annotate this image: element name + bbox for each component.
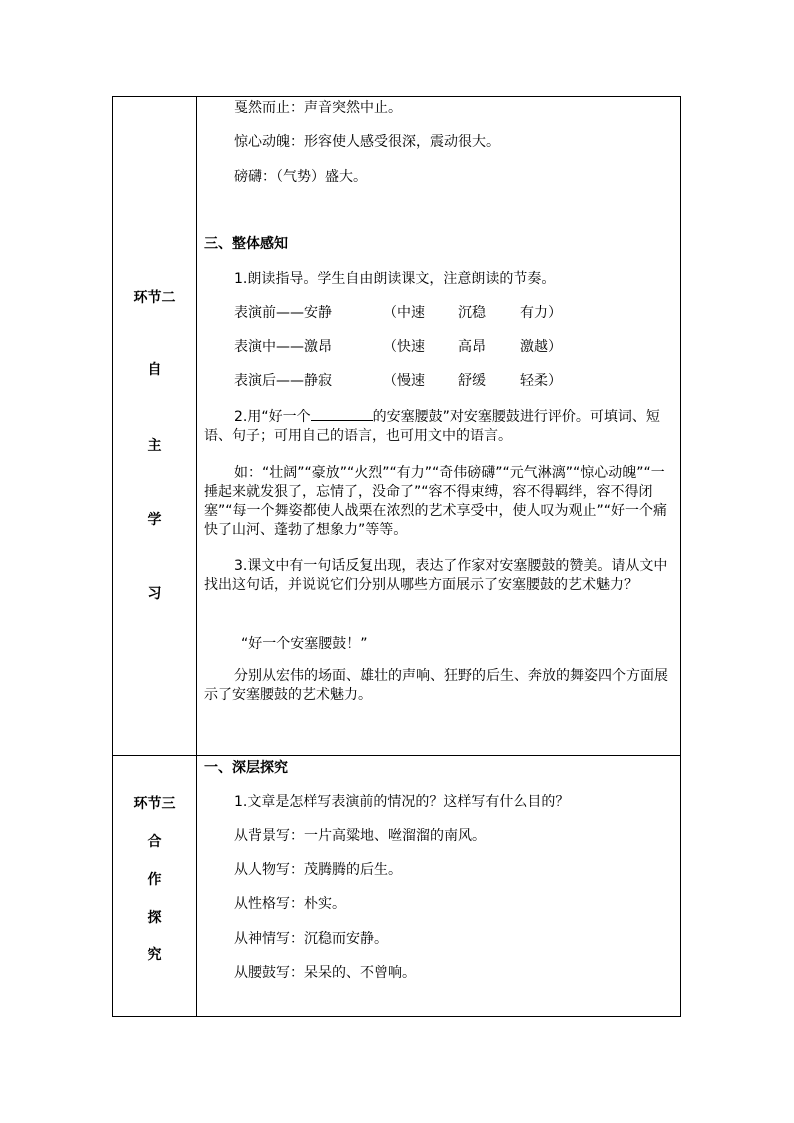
answer-item: 从腰鼓写：呆呆的、不曾响。	[234, 965, 416, 981]
column-divider	[196, 97, 197, 1016]
section2-label-char: 习	[147, 586, 162, 602]
section-heading: 三、整体感知	[204, 236, 288, 252]
question-3-quote: “好一个安塞腰鼓！”	[241, 636, 368, 652]
section2-label-char: 主	[147, 438, 162, 454]
rhythm-stage: 表演后——静寂	[234, 373, 332, 389]
question-1: 1.朗读指导。学生自由朗读课文，注意朗读的节奏。	[234, 271, 556, 287]
row-divider	[113, 755, 680, 756]
question-1: 1.文章是怎样写表演前的情况的？这样写有什么目的？	[234, 794, 570, 810]
section3-label-char: 作	[147, 872, 162, 888]
rhythm-tone: 沉稳	[458, 305, 486, 321]
fill-blank	[311, 406, 373, 421]
rhythm-stage: 表演中——激昂	[234, 339, 332, 355]
section3-label: 环节三	[133, 796, 176, 812]
rhythm-speed: （中速	[383, 305, 425, 321]
question-2-suffix: 的安塞腰鼓”对安塞腰鼓进行评价。可填词、短语、句子；可用自己的语言，也可用文中的语言。	[204, 409, 660, 444]
question-3: 3.课文中有一句话反复出现，表达了作家对安塞腰鼓的赞美。请从文中找出这句话，并说说它们分别从哪些方面展示了安塞腰鼓的艺术魅力？	[204, 558, 668, 593]
section2-label-char: 自	[147, 362, 162, 378]
question-2	[204, 406, 674, 446]
question-3-answer: 分别从宏伟的场面、雄壮的声响、狂野的后生、奔放的舞姿四个方面展示了安塞腰鼓的艺术魅力。	[204, 668, 668, 703]
rhythm-force: 有力）	[520, 305, 562, 321]
rhythm-speed: （慢速	[383, 373, 425, 389]
section3-label-char: 探	[147, 910, 162, 926]
answer-item: 从性格写：朴实。	[234, 896, 346, 912]
rhythm-stage: 表演前——安静	[234, 305, 332, 321]
rhythm-force: 轻柔）	[520, 373, 562, 389]
section-heading: 一、深层探究	[204, 760, 288, 776]
section2-label: 环节二	[133, 290, 176, 306]
lesson-table	[112, 96, 681, 1017]
rhythm-tone: 高昂	[458, 339, 486, 355]
rhythm-speed: （快速	[383, 339, 425, 355]
question-2-example: 如：“壮阔”“豪放”“火烈”“有力”“奇伟磅礴”“元气淋漓”“惊心动魄”“一捶起来就发狠了，忘情了，没命了”“容不得束缚，容不得羁绊，容不得闭塞”“每一个舞姿都使人战栗在浓烈的艺术享受中，使人叹为观止”“好一个痛快了山河、蓬勃了想象力”等等。	[204, 465, 668, 538]
rhythm-tone: 舒缓	[458, 373, 486, 389]
section3-label-char: 究	[147, 947, 162, 963]
vocab-item: 惊心动魄：形容使人感受很深，震动很大。	[234, 134, 500, 150]
answer-item: 从神情写：沉稳而安静。	[234, 931, 388, 947]
vocab-item: 戛然而止：声音突然中止。	[234, 100, 402, 116]
answer-item: 从背景写：一片高粱地、咝溜溜的南风。	[234, 828, 486, 844]
question-2-prefix: 2.用“好一个	[234, 409, 311, 425]
rhythm-force: 激越）	[520, 339, 562, 355]
answer-item: 从人物写：茂腾腾的后生。	[234, 862, 402, 878]
section3-label-char: 合	[147, 834, 162, 850]
vocab-item: 磅礴：（气势）盛大。	[234, 169, 367, 185]
section2-label-char: 学	[147, 512, 162, 528]
